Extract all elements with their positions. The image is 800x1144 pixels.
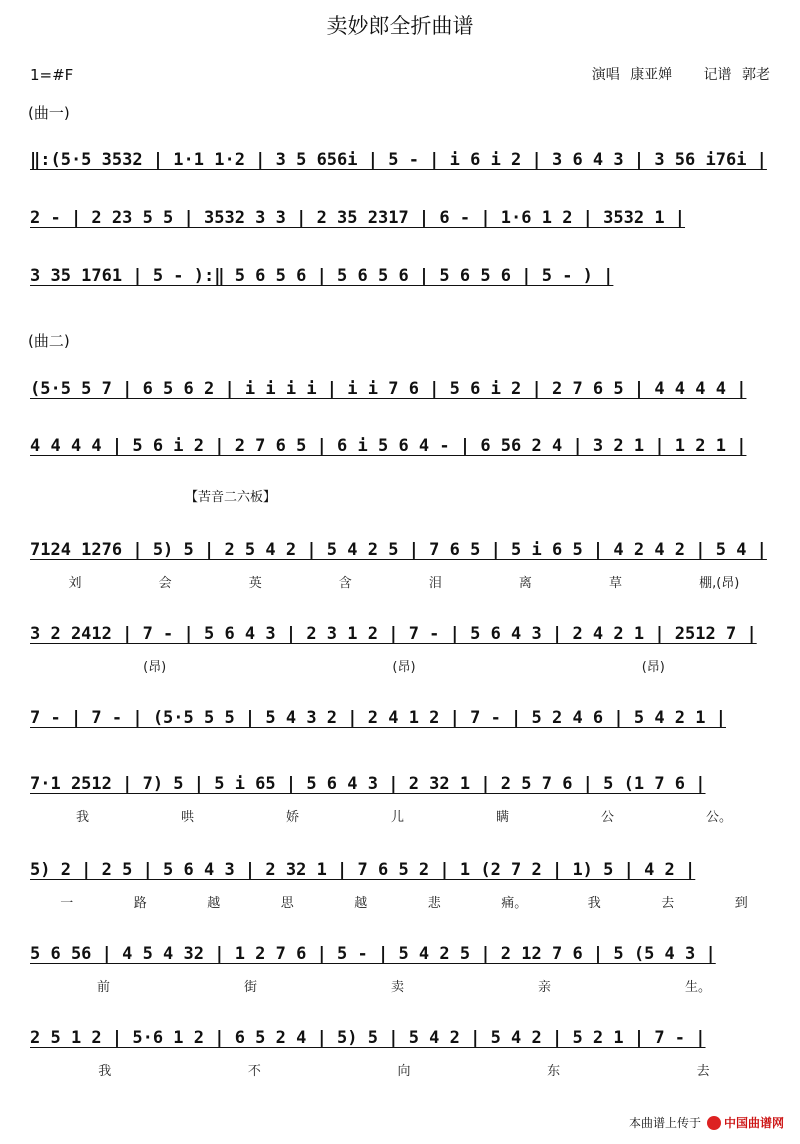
lyric-syllable: 亲 bbox=[537, 980, 551, 995]
lyric-syllable: 公 bbox=[600, 810, 614, 825]
lyric-syllable: 越 bbox=[354, 896, 368, 911]
lyrics-line bbox=[30, 976, 778, 996]
lyric-syllable: 前 bbox=[96, 980, 110, 995]
notation-row bbox=[30, 1024, 778, 1079]
credits bbox=[592, 64, 770, 84]
lyric-syllable: 我 bbox=[75, 810, 89, 825]
lyric-syllable: 一 bbox=[60, 896, 74, 911]
notation-line: 7124 1276 | 5) 5 | 2 5 4 2 | 5 4 2 5 | 7 6 5 | 5 i 6 5 | 4 2 4 2 | 5 4 | bbox=[30, 540, 767, 560]
lyric-syllable: 向 bbox=[397, 1064, 411, 1079]
lyric-syllable: 去 bbox=[696, 1064, 710, 1079]
upload-text: 本曲谱上传于 bbox=[628, 1116, 701, 1130]
notation-line: 4 4 4 4 | 5 6 i 2 | 2 7 6 5 | 6 i 5 6 4 - | 6 56 2 4 | 3 2 1 | 1 2 1 | bbox=[30, 436, 747, 456]
lyric-syllable: 公。 bbox=[705, 810, 732, 825]
notation-row bbox=[30, 375, 778, 409]
lyric-syllable: 娇 bbox=[285, 810, 299, 825]
score-title: 卖妙郎全折曲谱 bbox=[326, 14, 474, 38]
notation-label: 记谱 bbox=[703, 67, 732, 83]
lyric-syllable: 街 bbox=[243, 980, 257, 995]
lyrics-line bbox=[30, 892, 778, 912]
notation-row bbox=[30, 432, 778, 466]
lyric-syllable: 生。 bbox=[684, 980, 711, 995]
notation-line: 2 - | 2 23 5 5 | 3532 3 3 | 2 35 2317 | 6 - | 1·6 1 2 | 3532 1 | bbox=[30, 208, 686, 228]
lyric-syllable: 悲 bbox=[427, 896, 441, 911]
notation-row bbox=[30, 940, 778, 995]
lyric-syllable: 刘 bbox=[68, 576, 82, 591]
lyric-syllable: 会 bbox=[158, 576, 172, 591]
singer-label: 演唱 bbox=[591, 67, 620, 83]
lyric-syllable: 棚,(昂) bbox=[699, 576, 740, 591]
notator-name: 郭老 bbox=[742, 67, 770, 83]
lyric-syllable: (昂) bbox=[641, 660, 665, 675]
notation-line: 5) 2 | 2 5 | 5 6 4 3 | 2 32 1 | 7 6 5 2 | 1 (2 7 2 | 1) 5 | 4 2 | bbox=[30, 860, 696, 880]
notation-line: 5 6 56 | 4 5 4 32 | 1 2 7 6 | 5 - | 5 4 2 5 | 2 12 7 6 | 5 (5 4 3 | bbox=[30, 944, 716, 964]
lyric-syllable: 草 bbox=[609, 576, 623, 591]
lyric-syllable: 东 bbox=[547, 1064, 561, 1079]
site-logo bbox=[707, 1114, 784, 1131]
lyric-syllable: 到 bbox=[734, 896, 748, 911]
notation-row bbox=[30, 620, 778, 675]
notation-row bbox=[30, 204, 778, 238]
lyric-syllable: 含 bbox=[338, 576, 352, 591]
lyric-syllable: 去 bbox=[661, 896, 675, 911]
lyric-syllable: (昂) bbox=[392, 660, 416, 675]
notation-line: 3 2 2412 | 7 - | 5 6 4 3 | 2 3 1 2 | 7 - | 5 6 4 3 | 2 4 2 1 | 2512 7 | bbox=[30, 624, 757, 644]
lyrics-line bbox=[30, 806, 778, 826]
lyrics-line bbox=[30, 656, 778, 676]
lyrics-line bbox=[30, 572, 778, 592]
notation-row bbox=[30, 704, 778, 738]
site-name: 中国曲谱网 bbox=[723, 1116, 784, 1130]
lyrics-line bbox=[30, 1060, 778, 1080]
footer bbox=[629, 1114, 784, 1131]
section-qu1: (曲一) bbox=[28, 104, 70, 122]
lyric-syllable: 思 bbox=[280, 896, 294, 911]
notation-line: 2 5 1 2 | 5·6 1 2 | 6 5 2 4 | 5) 5 | 5 4 2 | 5 4 2 | 5 2 1 | 7 - | bbox=[30, 1028, 706, 1048]
key-signature: 1=#F bbox=[30, 66, 74, 84]
notation-row bbox=[30, 770, 778, 825]
notation-line: 7·1 2512 | 7) 5 | 5 i 65 | 5 6 4 3 | 2 32 1 | 2 5 7 6 | 5 (1 7 6 | bbox=[30, 774, 706, 794]
section-qu2: (曲二) bbox=[28, 332, 70, 350]
lyric-syllable: 路 bbox=[133, 896, 147, 911]
notation-line: 3 35 1761 | 5 - ):‖ 5 6 5 6 | 5 6 5 6 | 5 6 5 6 | 5 - ) | bbox=[30, 266, 614, 286]
lyric-syllable: 我 bbox=[587, 896, 601, 911]
notation-row bbox=[30, 262, 778, 296]
notation-row bbox=[30, 856, 778, 911]
lyric-syllable: 卖 bbox=[390, 980, 404, 995]
notation-row bbox=[30, 146, 778, 180]
lyric-syllable: 英 bbox=[248, 576, 262, 591]
lyric-syllable: 越 bbox=[207, 896, 221, 911]
lyric-syllable: 瞒 bbox=[495, 810, 509, 825]
notation-line: ‖:(5·5 3532 | 1·1 1·2 | 3 5 656i | 5 - | i 6 i 2 | 3 6 4 3 | 3 56 i76i | bbox=[30, 150, 767, 170]
notation-row bbox=[30, 536, 778, 591]
site-logo-icon bbox=[707, 1116, 721, 1130]
lyric-syllable: 泪 bbox=[428, 576, 442, 591]
notation-line: (5·5 5 7 | 6 5 6 2 | i i i i | i i 7 6 | 5 6 i 2 | 2 7 6 5 | 4 4 4 4 | bbox=[30, 379, 747, 399]
lyric-syllable: 我 bbox=[98, 1064, 112, 1079]
lyric-syllable: 不 bbox=[247, 1064, 261, 1079]
lyric-syllable: 离 bbox=[518, 576, 532, 591]
lyric-syllable: (昂) bbox=[143, 660, 167, 675]
lyric-syllable: 哄 bbox=[180, 810, 194, 825]
section-board: 【苦音二六板】 bbox=[185, 490, 277, 505]
singer-name: 康亚婵 bbox=[630, 67, 673, 83]
lyric-syllable: 痛。 bbox=[501, 896, 528, 911]
notation-line: 7 - | 7 - | (5·5 5 5 | 5 4 3 2 | 2 4 1 2 | 7 - | 5 2 4 6 | 5 4 2 1 | bbox=[30, 708, 726, 728]
lyric-syllable: 儿 bbox=[390, 810, 404, 825]
